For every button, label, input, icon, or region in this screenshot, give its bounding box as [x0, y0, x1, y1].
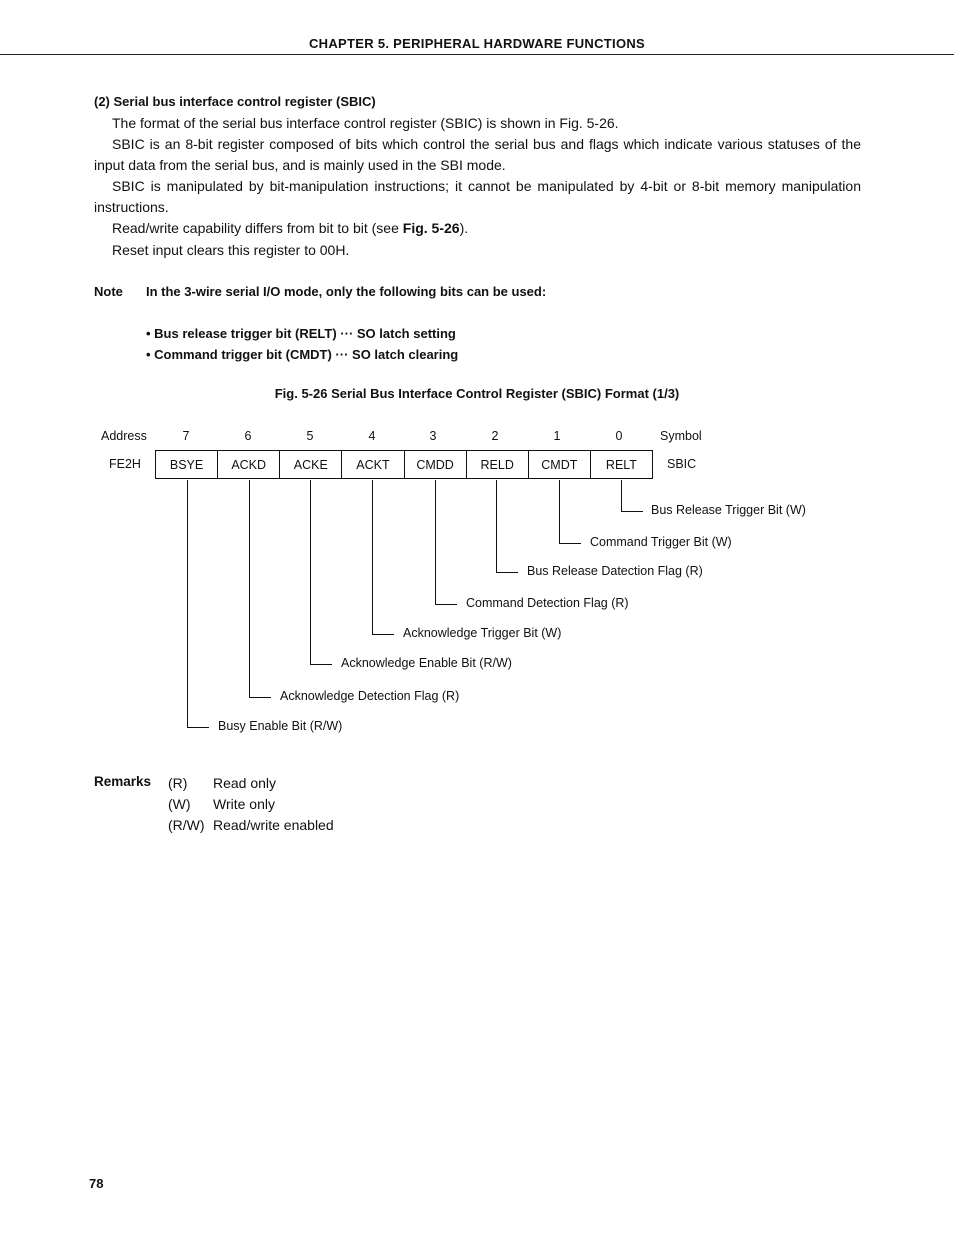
paragraph-4	[112, 218, 468, 239]
symbol-value: SBIC	[667, 457, 697, 471]
header-rule	[0, 54, 954, 55]
bit-cell-cmdd: CMDD	[405, 451, 467, 478]
address-value: FE2H	[109, 457, 141, 471]
paragraph-1: The format of the serial bus interface control register (SBIC) is shown in Fig. 5-26.	[112, 115, 619, 131]
leader-tick-ackd	[249, 697, 271, 698]
leader-line-ackd	[249, 480, 250, 697]
leader-tick-ackt	[372, 634, 394, 635]
bit-cell-ackd: ACKD	[218, 451, 280, 478]
note-bullet: • Command trigger bit (CMDT) ··· SO latch clearing	[146, 347, 459, 362]
register-box	[155, 450, 653, 479]
paragraph-4-text: Read/write capability differs from bit to bit (see	[112, 220, 403, 236]
leader-line-reld	[496, 480, 497, 572]
bit-description-ackt: Acknowledge Trigger Bit (W)	[403, 626, 562, 640]
remarks-label: Remarks	[94, 774, 152, 789]
leader-line-cmdt	[559, 480, 560, 543]
bit-number: 2	[491, 429, 499, 443]
leader-line-relt	[621, 480, 622, 511]
bit-number: 1	[553, 429, 561, 443]
bit-cell-ackt: ACKT	[342, 451, 404, 478]
leader-line-acke	[310, 480, 311, 664]
bit-number: 6	[244, 429, 252, 443]
note-label: Note	[94, 284, 123, 299]
leader-tick-reld	[496, 572, 518, 573]
note-text: In the 3-wire serial I/O mode, only the following bits can be used:	[146, 284, 547, 299]
leader-line-ackt	[372, 480, 373, 634]
paragraph-4-end: ).	[459, 220, 469, 236]
remark-code: (R)	[168, 775, 188, 791]
remark-text: Read/write enabled	[213, 817, 334, 833]
figure-caption: Fig. 5-26 Serial Bus Interface Control Register (SBIC) Format (1/3)	[274, 386, 680, 401]
leader-tick-bsye	[187, 727, 209, 728]
bit-number: 0	[615, 429, 623, 443]
bit-description-reld: Bus Release Datection Flag (R)	[527, 564, 703, 578]
figure-reference: Fig. 5-26	[402, 220, 460, 236]
leader-line-cmdd	[435, 480, 436, 604]
leader-tick-relt	[621, 511, 643, 512]
bit-number: 7	[182, 429, 190, 443]
symbol-label: Symbol	[660, 429, 702, 443]
paragraph-3: SBIC is manipulated by bit-manipulation instructions; it cannot be manipulated by 4-bit or 8-bit memory manipulation instructions.	[94, 178, 861, 215]
remark-code: (R/W)	[168, 817, 205, 833]
remark-text: Write only	[213, 796, 275, 812]
bit-cell-cmdt: CMDT	[529, 451, 591, 478]
leader-tick-cmdd	[435, 604, 457, 605]
chapter-header: CHAPTER 5. PERIPHERAL HARDWARE FUNCTIONS	[308, 36, 646, 51]
note-bullet: • Bus release trigger bit (RELT) ··· SO latch setting	[146, 326, 456, 341]
paragraph-2: SBIC is an 8-bit register composed of bits which control the serial bus and flags which indicate various statuses of the input data from the serial bus, and is mainly used in the SBI mode.	[94, 136, 861, 173]
bit-cell-acke: ACKE	[280, 451, 342, 478]
page-number: 78	[89, 1176, 104, 1191]
bit-description-bsye: Busy Enable Bit (R/W)	[218, 719, 343, 733]
bit-description-cmdt: Command Trigger Bit (W)	[590, 535, 732, 549]
section-heading: (2) Serial bus interface control register (SBIC)	[94, 94, 376, 109]
bit-description-acke: Acknowledge Enable Bit (R/W)	[341, 656, 512, 670]
leader-tick-cmdt	[559, 543, 581, 544]
bit-number: 3	[429, 429, 437, 443]
bit-description-cmdd: Command Detection Flag (R)	[466, 596, 629, 610]
bit-number: 4	[368, 429, 376, 443]
bit-cell-relt: RELT	[605, 457, 637, 472]
paragraph-5: Reset input clears this register to 00H.	[112, 242, 350, 258]
remark-code: (W)	[168, 796, 191, 812]
bit-number: 5	[306, 429, 314, 443]
leader-line-bsye	[187, 480, 188, 727]
remark-text: Read only	[213, 775, 277, 791]
leader-tick-acke	[310, 664, 332, 665]
bit-description-ackd: Acknowledge Detection Flag (R)	[280, 689, 460, 703]
bit-cell-bsye: BSYE	[156, 451, 218, 478]
bit-cell-reld: RELD	[467, 451, 529, 478]
bit-description-relt: Bus Release Trigger Bit (W)	[651, 503, 806, 517]
address-label: Address	[101, 429, 147, 443]
